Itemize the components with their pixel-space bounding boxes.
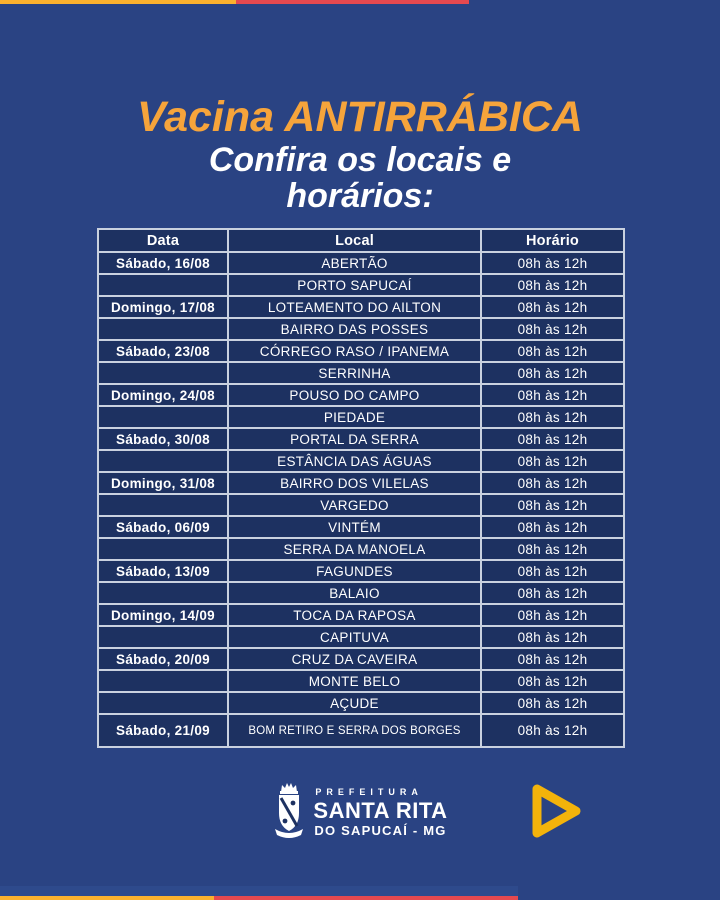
cell-local: PIEDADE [228, 406, 481, 428]
cell-local: BALAIO [228, 582, 481, 604]
cell-local: MONTE BELO [228, 670, 481, 692]
bottom-light-band [0, 886, 518, 896]
table-row [98, 450, 624, 472]
table-row [98, 670, 624, 692]
cell-date: Sábado, 13/09 [98, 560, 228, 582]
cell-date [98, 318, 228, 340]
cell-time: 08h às 12h [481, 582, 624, 604]
cell-date: Domingo, 24/08 [98, 384, 228, 406]
table-row [98, 516, 624, 538]
table-row [98, 362, 624, 384]
page-title: Vacina ANTIRRÁBICA [137, 93, 583, 141]
city-coat-of-arms-icon [272, 781, 306, 844]
table-row [98, 626, 624, 648]
cell-local: AÇUDE [228, 692, 481, 714]
cell-local: PORTO SAPUCAÍ [228, 274, 481, 296]
cell-date: Domingo, 14/09 [98, 604, 228, 626]
cell-local: BOM RETIRO E SERRA DOS BORGES [228, 714, 481, 747]
cell-date [98, 450, 228, 472]
table-row [98, 582, 624, 604]
cell-date [98, 362, 228, 384]
bottom-stripe-yellow [0, 896, 214, 900]
table-row [98, 406, 624, 428]
logo-city-state: DO SAPUCAÍ - MG [314, 822, 447, 838]
table-row [98, 648, 624, 670]
column-header-data: Data [98, 229, 228, 252]
column-header-horario: Horário [481, 229, 624, 252]
top-stripe-red [236, 0, 469, 4]
cell-date [98, 406, 228, 428]
cell-local: SERRA DA MANOELA [228, 538, 481, 560]
table-row [98, 714, 624, 747]
cell-date: Sábado, 30/08 [98, 428, 228, 450]
cell-local: ESTÂNCIA DAS ÁGUAS [228, 450, 481, 472]
table-row [98, 692, 624, 714]
cell-date: Sábado, 06/09 [98, 516, 228, 538]
cell-time: 08h às 12h [481, 516, 624, 538]
bottom-stripe-red [214, 896, 518, 900]
cell-time: 08h às 12h [481, 252, 624, 274]
cell-date: Sábado, 21/09 [98, 714, 228, 747]
cell-date [98, 274, 228, 296]
table-row [98, 560, 624, 582]
cell-time: 08h às 12h [481, 648, 624, 670]
table-row [98, 340, 624, 362]
top-stripe-yellow [0, 0, 236, 4]
cell-local: SERRINHA [228, 362, 481, 384]
cell-date [98, 670, 228, 692]
cell-time: 08h às 12h [481, 670, 624, 692]
table-row [98, 428, 624, 450]
cell-local: BAIRRO DAS POSSES [228, 318, 481, 340]
cell-date: Sábado, 16/08 [98, 252, 228, 274]
cell-local: POUSO DO CAMPO [228, 384, 481, 406]
cell-time: 08h às 12h [481, 362, 624, 384]
cell-date: Domingo, 31/08 [98, 472, 228, 494]
cell-time: 08h às 12h [481, 384, 624, 406]
cell-date [98, 494, 228, 516]
table-row [98, 538, 624, 560]
cell-date: Sábado, 20/09 [98, 648, 228, 670]
cell-date [98, 626, 228, 648]
logo-city-name: SANTA RITA [313, 797, 448, 823]
cell-date: Sábado, 23/08 [98, 340, 228, 362]
table-row [98, 318, 624, 340]
table-body [98, 252, 624, 747]
table-row [98, 494, 624, 516]
cell-time: 08h às 12h [481, 604, 624, 626]
cell-local: CAPITUVA [228, 626, 481, 648]
cell-date [98, 538, 228, 560]
logo-text [313, 788, 447, 837]
next-arrow-icon [527, 782, 585, 840]
cell-time: 08h às 12h [481, 274, 624, 296]
table-row [98, 472, 624, 494]
title-block [0, 94, 720, 214]
cell-time: 08h às 12h [481, 560, 624, 582]
cell-date [98, 692, 228, 714]
cell-date [98, 582, 228, 604]
logo-prefeitura-label: PREFEITURA [315, 786, 423, 797]
cell-time: 08h às 12h [481, 494, 624, 516]
cell-local: CÓRREGO RASO / IPANEMA [228, 340, 481, 362]
cell-local: BAIRRO DOS VILELAS [228, 472, 481, 494]
table-row [98, 384, 624, 406]
table-row [98, 604, 624, 626]
cell-time: 08h às 12h [481, 714, 624, 747]
cell-time: 08h às 12h [481, 428, 624, 450]
footer [0, 780, 720, 844]
cell-local: ABERTÃO [228, 252, 481, 274]
cell-time: 08h às 12h [481, 472, 624, 494]
cell-local: CRUZ DA CAVEIRA [228, 648, 481, 670]
cell-time: 08h às 12h [481, 406, 624, 428]
cell-local: VINTÉM [228, 516, 481, 538]
table-row [98, 274, 624, 296]
schedule-table [97, 228, 623, 748]
cell-local: PORTAL DA SERRA [228, 428, 481, 450]
page-subtitle: Confira os locais e horários: [208, 141, 512, 215]
cell-time: 08h às 12h [481, 318, 624, 340]
cell-local: TOCA DA RAPOSA [228, 604, 481, 626]
cell-date: Domingo, 17/08 [98, 296, 228, 318]
table-header-row [98, 229, 624, 252]
column-header-local: Local [228, 229, 481, 252]
table-row [98, 296, 624, 318]
cell-time: 08h às 12h [481, 340, 624, 362]
cell-time: 08h às 12h [481, 538, 624, 560]
cell-local: FAGUNDES [228, 560, 481, 582]
table-row [98, 252, 624, 274]
cell-local: VARGEDO [228, 494, 481, 516]
cell-time: 08h às 12h [481, 626, 624, 648]
cell-time: 08h às 12h [481, 692, 624, 714]
cell-local: LOTEAMENTO DO AILTON [228, 296, 481, 318]
cell-time: 08h às 12h [481, 450, 624, 472]
cell-time: 08h às 12h [481, 296, 624, 318]
